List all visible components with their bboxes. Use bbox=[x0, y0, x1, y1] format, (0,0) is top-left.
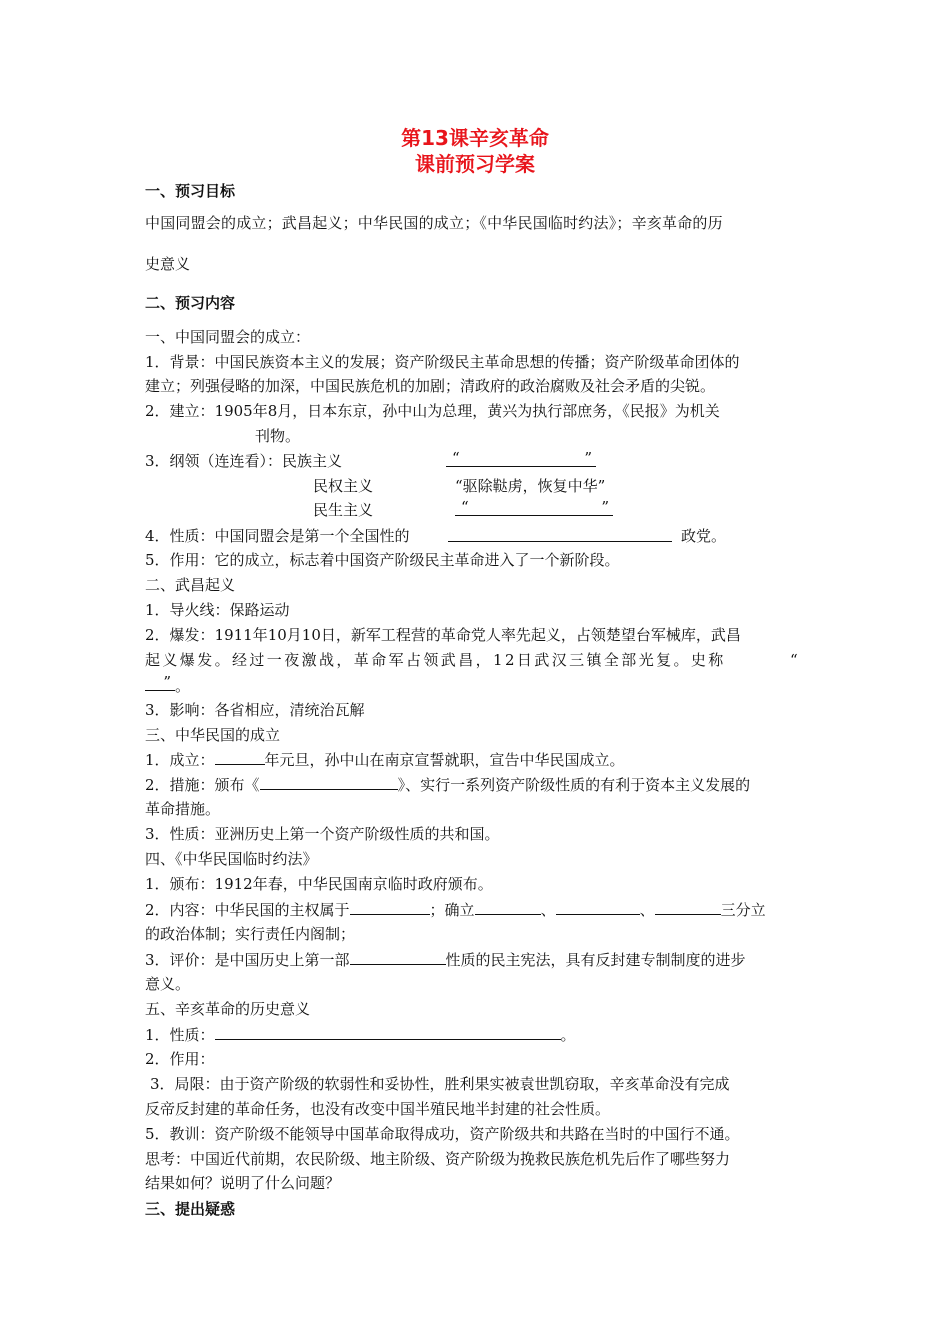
quote-close: ” bbox=[584, 449, 592, 467]
label: 、实行一系列资产阶级性质的有利于资本主义发展的 bbox=[405, 776, 751, 794]
text-line: 的政治体制；实行责任内阁制； bbox=[145, 925, 356, 943]
label: 3．评价：是中国历史上第一部 bbox=[145, 951, 350, 969]
quote-open: “ bbox=[452, 449, 460, 467]
fill-blank-livelihood[interactable] bbox=[455, 500, 613, 521]
label: 2．措施：颁布 bbox=[145, 776, 245, 794]
fill-blank-power-3[interactable] bbox=[655, 899, 721, 915]
text-line: 刊物。 bbox=[255, 427, 301, 445]
text-line bbox=[145, 899, 766, 920]
fill-blank-law[interactable] bbox=[260, 774, 398, 790]
text-line: 思考：中国近代前期，农民阶级、地主阶级、资产阶级为挽救民族危机先后作了哪些努力 bbox=[145, 1150, 731, 1168]
text-line bbox=[145, 949, 746, 970]
text-line: 2．建立：1905年8月，日本东京，孙中山为总理，黄兴为执行部庶务，《民报》为机关 bbox=[145, 402, 720, 420]
label: ；确立 bbox=[429, 901, 475, 919]
text-line: 民权主义 bbox=[313, 477, 374, 495]
section-heading-content: 二、预习内容 bbox=[145, 294, 236, 312]
text-line: 2．爆发：1911年10月10日，新军工程营的革命党人率先起义，占领楚望台军械库，武昌 bbox=[145, 626, 741, 644]
label: 、 bbox=[639, 901, 655, 919]
text-line: 3．影响：各省相应，清统治瓦解 bbox=[145, 701, 365, 719]
text-line: 5．教训：资产阶级不能领导中国革命取得成功，资产阶级共和共路在当时的中国行不通。 bbox=[145, 1125, 740, 1143]
text-line: 革命措施。 bbox=[145, 800, 221, 818]
label: 2．内容：中华民国的主权属于 bbox=[145, 901, 350, 919]
fill-blank-constitution[interactable] bbox=[350, 949, 446, 965]
label: 1．性质： bbox=[145, 1026, 215, 1044]
bracket-close: 》 bbox=[397, 776, 406, 794]
quote-close: ” bbox=[163, 673, 171, 691]
section-heading-goals: 一、预习目标 bbox=[145, 182, 236, 200]
text-line: 3．性质：亚洲历史上第一个资产阶级性质的共和国。 bbox=[145, 825, 500, 843]
text-line: 1．背景：中国民族资本主义的发展；资产阶级民主革命思想的传播；资产阶级革命团体的 bbox=[145, 353, 740, 371]
text-line: 3．纲领（连连看）：民族主义 bbox=[145, 452, 343, 470]
section-heading-questions: 三、提出疑惑 bbox=[145, 1200, 236, 1218]
text-line: 政党。 bbox=[681, 527, 727, 545]
document-subtitle: 课前预习学案 bbox=[415, 152, 535, 176]
label: 、 bbox=[540, 901, 556, 919]
fill-blank-nature[interactable] bbox=[448, 526, 672, 547]
fill-blank-year[interactable] bbox=[215, 749, 265, 765]
text-line: 民生主义 bbox=[313, 501, 374, 519]
text-line: 4．性质：中国同盟会是第一个全国性的 bbox=[145, 527, 410, 545]
fill-blank-name[interactable] bbox=[145, 675, 190, 696]
bracket-open: 《 bbox=[244, 776, 260, 794]
text-line: 3．局限：由于资产阶级的软弱性和妥协性，胜利果实被袁世凯窃取，辛亥革命没有完成 bbox=[150, 1075, 730, 1093]
text-line: 建立；列强侵略的加深，中国民族危机的加剧；清政府的政治腐败及社会矛盾的尖锐。 bbox=[145, 377, 716, 395]
fill-blank-sovereignty[interactable] bbox=[350, 899, 430, 915]
text-line: 反帝反封建的革命任务，也没有改变中国半殖民地半封建的社会性质。 bbox=[145, 1100, 611, 1118]
text-line: 结果如何？说明了什么问题？ bbox=[145, 1174, 341, 1192]
text-line: 意义。 bbox=[145, 975, 191, 993]
label: 1．成立： bbox=[145, 751, 215, 769]
quote-open: “ bbox=[790, 651, 798, 669]
goals-text-line: 史意义 bbox=[145, 255, 191, 273]
document-title: 第13课辛亥革命 bbox=[401, 126, 549, 150]
text-line: 1．颁布：1912年春，中华民国南京临时政府颁布。 bbox=[145, 875, 493, 893]
period: 。 bbox=[175, 677, 191, 695]
label: 年元旦，孙中山在南京宣誓就职，宣告中华民国成立。 bbox=[264, 751, 625, 769]
text-line bbox=[145, 774, 750, 795]
fill-blank-revolution-nature[interactable] bbox=[215, 1024, 561, 1040]
text-line bbox=[145, 749, 625, 770]
subsection-title: 二、武昌起义 bbox=[145, 576, 236, 594]
quote-open: “ bbox=[461, 498, 469, 516]
text-line: 1．导火线：保路运动 bbox=[145, 601, 290, 619]
fill-blank-power-1[interactable] bbox=[475, 899, 541, 915]
label: 性质的民主宪法，具有反封建专制制度的进步 bbox=[445, 951, 746, 969]
label: 。 bbox=[560, 1026, 576, 1044]
text-line: 2．作用： bbox=[145, 1050, 215, 1068]
text-line: 5．作用：它的成立，标志着中国资产阶级民主革命进入了一个新阶段。 bbox=[145, 551, 620, 569]
fill-blank-nationalism[interactable] bbox=[446, 451, 596, 472]
label: 三分立 bbox=[720, 901, 766, 919]
subsection-title: 四、《中华民国临时约法》 bbox=[145, 850, 318, 868]
text-line bbox=[145, 1024, 576, 1045]
subsection-title: 三、中华民国的成立 bbox=[145, 726, 281, 744]
quote-close: ” bbox=[601, 498, 609, 516]
subsection-title: 五、辛亥革命的历史意义 bbox=[145, 1000, 311, 1018]
text-line: 起义爆发。经过一夜激战，革命军占领武昌，12日武汉三镇全部光复。史称 bbox=[145, 651, 726, 669]
fill-blank-power-2[interactable] bbox=[556, 899, 640, 915]
goals-text-line: 中国同盟会的成立；武昌起义；中华民国的成立；《中华民国临时约法》；辛亥革命的历 bbox=[145, 214, 723, 232]
subsection-title: 一、中国同盟会的成立： bbox=[145, 328, 311, 346]
slogan-text: “驱除鞑虏，恢复中华” bbox=[455, 477, 606, 495]
